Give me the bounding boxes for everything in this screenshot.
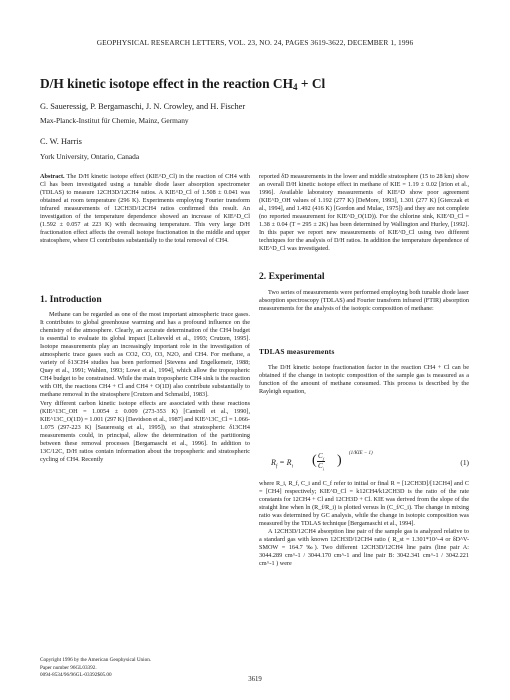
author-list-secondary: C. W. Harris: [40, 137, 82, 146]
tdlas-details: [259, 480, 469, 569]
equation-number: (1): [460, 458, 469, 467]
abstract-label: Abstract.: [40, 173, 65, 180]
abstract-text: The D/H kinetic isotope effect (KIE^D_Cl) in the reaction of CH4 with Cl has been investigated using a tunable diode laser absorption spectrometer (TDLAS) to measure 12CH3D/12CH4 ratios. A KIE^D_Cl of 1.508 ± 0.041 was obtained at room temperature (296 K). Experiments employing Fourier transform infrared measurements of 12CH3D/12CH4 ratios confirmed this result. An investigation of the temperature dependence showed an increase of KIE^D_Cl (1.592 ± 0.057 at 223 K) with decreasing temperature. This very large D/H fractionation effect affects the overall isotope fractionation in the middle and upper stratosphere, where Cl contributes substantially to the total removal of CH4.: [40, 173, 250, 245]
abstract-block: [40, 173, 250, 245]
equation-denominator: $C_i$: [318, 462, 324, 472]
equation-left-paren: (: [312, 453, 317, 468]
equation-fraction: [317, 452, 325, 472]
experimental-paragraph-2: The D/H kinetic isotope fractionation factor in the reaction CH4 + Cl can be obtained if the change in isotopic composition of the sample gas is measured as a function of the amount of methane consumed. This process is described by the Rayleigh equation,: [259, 364, 469, 396]
equation-numerator: $C_f$: [318, 452, 324, 462]
footer-copyright: Copyright 1996 by the American Geophysical Union.: [40, 657, 152, 663]
experimental-paragraph-3: where R_i, R_f, C_i and C_f refer to initial or final R = [12CH3D]/[12CH4] and C = [CH4] respectively; KIE^D_Cl = k12CH4/k12CH3D is the ratio of the rate constants for 12CH4 + Cl and 12CH3D + Cl. KIE was derived from the slope of the straight line when ln (R_f/R_i) is plotted versus ln (C_f/C_i). The change in mixing ratio was determined by GC analysis, while the change in isotopic composition was measured by the TDLAS technique [Bergamaschi et al., 1994].: [259, 480, 469, 528]
experimental-paragraph-1: Two series of measurements were performed employing both tunable diode laser absorption spectroscopy (TDLAS) and Fourier transform infrared (FTIR) absorption measurements for the analysis of the isotopic composition of methane:: [259, 289, 469, 313]
experimental-intro: [259, 289, 469, 313]
footer-code: 0094-8534/96/96GL-03392$05.00: [40, 672, 112, 678]
introduction-paragraph-1: Methane can be regarded as one of the most important atmospheric trace gases. It contributes to global greenhouse warming and has a profound influence on the chemistry of the atmosphere. Clearly, an accurate determination of the CH4 budget is essential to evaluate its global impact [Lelieveld et al., 1993; Crutzen, 1995]. Isotope measurements play an increasingly important role in the investigation of atmospheric trace gases such as CO2, CO, O3, N2O, and CH4. For methane, a variety of δ13CH4 studies has been performed [Stevens and Engelkemeir, 1988; Quay et al., 1991; Wahlen, 1993; Lowe et al., 1994], which allow the tropospheric CH4 budget to be constrained. While the main tropospheric CH4 sink is the reaction with OH, the reactions CH4 + Cl and CH4 + O(1D) also contribute substantially to methane removal in the stratosphere [Crutzen and Schmailzl, 1983].: [40, 311, 250, 399]
equation-right-paren: ): [337, 453, 342, 468]
introduction-heading: 1. Introduction: [40, 294, 102, 305]
rayleigh-equation: [259, 452, 469, 476]
article-title: [40, 76, 325, 92]
affiliation-primary: Max-Planck-Institut für Chemie, Mainz, Germany: [40, 116, 189, 125]
introduction-paragraph-2: Very different carbon kinetic isotope effects are associated with these reactions (KIE^13C_OH = 1.0054 ± 0.009 (273-353 K) [Cantrell et al., 1990], KIE^13C_O(1D) = 1.001 (297 K) [Davidson et al., 1987] and KIE^13C_Cl = 1.066-1.075 (297-223 K) [Saueressig et al., 1995]), so that stratospheric δ13CH4 measurements could, in principal, allow the determination of the partitioning between these removal processes [Bergamaschi et al., 1996]. In addition to 13C/12C, D/H ratios contain information about the tropospheric and stratospheric cycling of CH4. Recently: [40, 399, 250, 463]
abstract-paragraph: [40, 173, 250, 245]
equation-lhs: $R_f = R_i$: [271, 458, 293, 470]
continuation-paragraph: reported δD measurements in the lower and middle stratosphere (15 to 28 km) show an overall D/H kinetic isotope effect in methane of KIE = 1.19 ± 0.02 [Irion et al., 1996]. Available laboratory measurements of KIE^D show poor agreement (KIE^D_OH values of 1.192 (277 K) [DeMore, 1993], 1.301 (277 K) [Gierczak et al., 1994], and 1.492 (416 K) [Gordon and Mulac, 1975]) and they are not complete (no reported measurement for KIE^D_O(1D)). For the chlorine sink, KIE^D_Cl = 1.38 ± 0.04 (T = 295 ± 2K) has been determined by Wallington and Hurley, [1992]. In this paper we report new measurements of KIE^D_Cl using two different techniques for the analysis of D/H ratios. In addition the temperature dependence of KIE^D_Cl was investigated.: [259, 173, 469, 253]
tdlas-heading: TDLAS measurements: [259, 347, 335, 356]
experimental-paragraph-4: A 12CH3D/12CH4 absorption line pair of the sample gas is analyzed relative to a standard gas with known 12CH3D/12CH4 ratio ( R_st = 1.301*10^-4 or δD^V-SMOW = 164.7 ‰). Two different 12CH3D/12CH4 line pairs (line pair A: 3044.289 cm^-1 / 3044.170 cm^-1 and line pair B: 3042.341 cm^-1 / 3042.221 cm^-1 ) were: [259, 528, 469, 568]
footer-paper-number: Paper number 96GL03392.: [40, 665, 97, 671]
tdlas-body: [259, 364, 469, 396]
affiliation-secondary: York University, Ontario, Canada: [40, 152, 140, 161]
page-number: 3619: [248, 676, 262, 683]
author-list-primary: G. Saueressig, P. Bergamaschi, J. N. Crowley, and H. Fischer: [40, 102, 246, 111]
title-tail: + Cl: [297, 76, 326, 91]
right-column-continuation: [259, 173, 469, 253]
experimental-heading: 2. Experimental: [259, 271, 325, 282]
title-subscript: 4: [293, 82, 298, 92]
journal-header: GEOPHYSICAL RESEARCH LETTERS, VOL. 23, NO. 24, PAGES 3619-3622, DECEMBER 1, 1996: [96, 38, 414, 47]
introduction-body: [40, 311, 250, 464]
equation-exponent: (1/KIE − 1): [349, 451, 373, 456]
title-text: D/H kinetic isotope effect in the reaction CH: [40, 76, 294, 91]
